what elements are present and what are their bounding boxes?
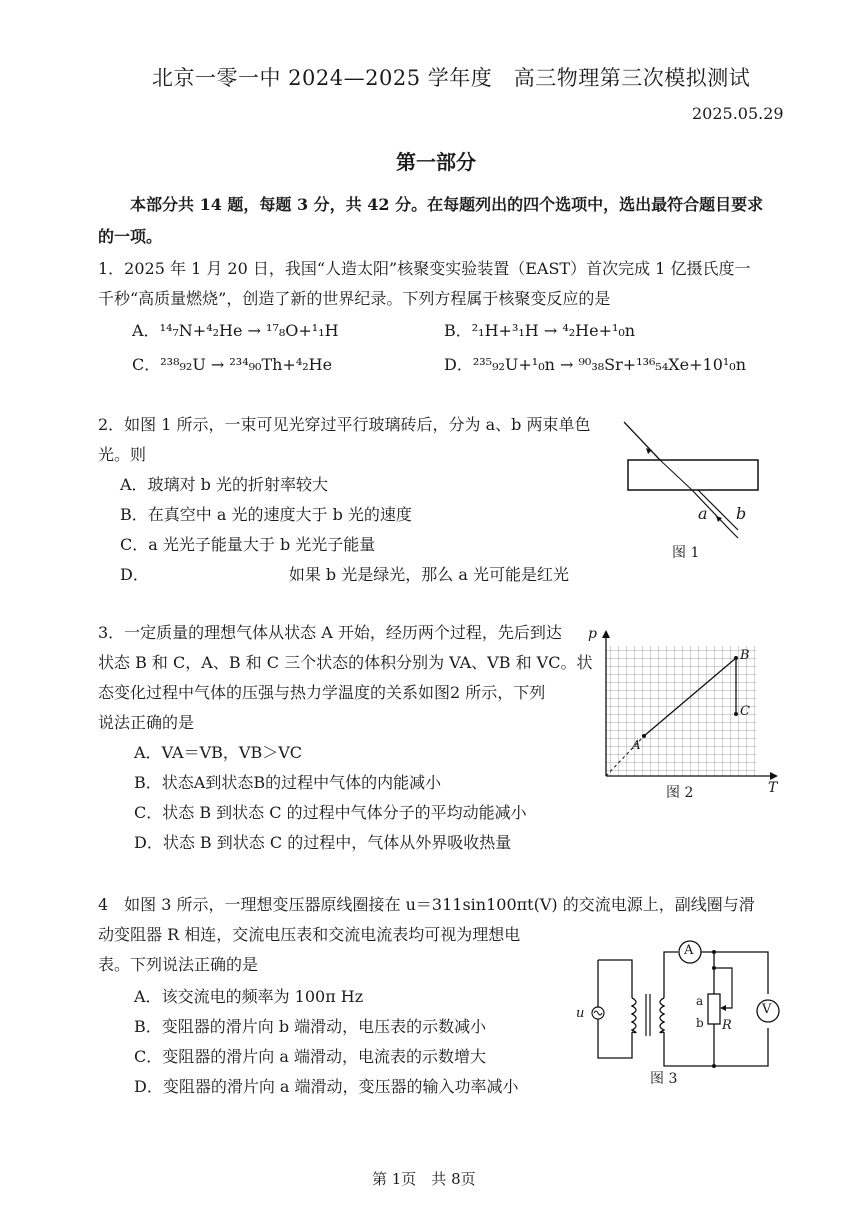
option-label: C． <box>134 1047 163 1066</box>
page-number: 第 1页 共 8页 <box>372 1170 476 1188</box>
q3-option-b[interactable] <box>134 770 441 793</box>
q1-stem-line1: 1．2025 年 1 月 20 日，我国“人造太阳”核聚变实验装置（EAST）首次完成 1 亿摄氏度一 <box>98 259 751 278</box>
q4-stem-line3: 表。下列说法正确的是 <box>98 955 259 974</box>
option-label: D． <box>120 565 149 584</box>
q2-option-a[interactable] <box>120 472 328 495</box>
figure-2-p-t-graph <box>586 626 786 806</box>
option-text: ²³⁵₉₂U+¹₀n → ⁹⁰₃₈Sr+¹³⁶₅₄Xe+10¹₀n <box>472 355 747 374</box>
option-text: 状态 B 到状态 C 的过程中，气体从外界吸收热量 <box>162 833 512 852</box>
q2-option-d[interactable] <box>120 562 569 585</box>
point-c-label: C <box>740 704 750 719</box>
q3-stem-line2: 状态 B 和 C，A、B 和 C 三个状态的体积分别为 VA、VB 和 VC。状 <box>98 653 593 672</box>
option-label: D． <box>134 833 163 852</box>
q4-option-a[interactable] <box>134 984 363 1007</box>
option-text: VA＝VB，VB＞VC <box>161 743 303 762</box>
option-text: ²₁H+³₁H → ⁴₂He+¹₀n <box>471 321 636 340</box>
option-text: 在真空中 a 光的速度大于 b 光的速度 <box>147 505 412 524</box>
option-label: B． <box>134 773 162 792</box>
q1-option-b[interactable] <box>444 318 635 341</box>
option-text: 该交流电的频率为 100π Hz <box>161 987 364 1006</box>
q2-option-b[interactable] <box>120 502 412 525</box>
q3-option-a[interactable] <box>134 740 302 763</box>
option-text: 变阻器的滑片向 a 端滑动，电流表的示数增大 <box>162 1047 486 1066</box>
section-title: 第一部分 <box>396 150 476 174</box>
section-intro-line2: 的一项。 <box>98 227 163 246</box>
option-text: 状态A到状态B的过程中气体的内能减小 <box>161 773 442 792</box>
q4-option-b[interactable] <box>134 1014 486 1037</box>
q3-option-d[interactable] <box>134 830 511 853</box>
q1-option-c[interactable] <box>132 352 332 375</box>
q4-option-c[interactable] <box>134 1044 486 1067</box>
q4-option-d[interactable] <box>134 1074 519 1097</box>
ray-a-label: a <box>698 504 708 523</box>
q2-stem-line2: 光。则 <box>98 445 147 464</box>
option-label: A． <box>134 987 162 1006</box>
figure-1-caption: 图 1 <box>672 545 700 561</box>
axis-t-label: T <box>768 780 778 796</box>
ammeter-label: A <box>684 943 694 958</box>
section-intro-line1: 本部分共 14 题，每题 3 分，共 42 分。在每题列出的四个选项中，选出最符合题目要求 <box>130 195 764 214</box>
q4-stem-line2: 动变阻器 R 相连，交流电压表和交流电流表均可视为理想电 <box>98 925 521 944</box>
source-u-label: u <box>576 1006 585 1021</box>
option-label: B． <box>120 505 148 524</box>
figure-1-glass-brick <box>612 412 772 582</box>
figure-3-transformer-circuit <box>568 938 782 1088</box>
rheostat-r-label: R <box>722 1018 732 1033</box>
exam-date: 2025.05.29 <box>692 104 784 123</box>
q3-stem-line3: 态变化过程中气体的压强与热力学温度的关系如图2 所示，下列 <box>98 683 546 702</box>
q2-option-c[interactable] <box>120 532 375 555</box>
option-label: D． <box>444 355 473 374</box>
rheostat-b-label: b <box>696 1016 704 1030</box>
q1-option-d[interactable] <box>444 352 746 375</box>
option-text: ²³⁸₉₂U → ²³⁴₉₀Th+⁴₂He <box>160 355 333 374</box>
option-text: 如果 b 光是绿光，那么 a 光可能是红光 <box>288 565 569 584</box>
q1-stem-line2: 千秒“高质量燃烧”，创造了新的世界纪录。下列方程属于核聚变反应的是 <box>98 289 611 308</box>
option-label: C． <box>134 803 163 822</box>
option-label: A． <box>132 321 160 340</box>
q3-option-c[interactable] <box>134 800 527 823</box>
rheostat-a-label: a <box>696 994 704 1008</box>
option-label: B． <box>444 321 472 340</box>
option-text: 玻璃对 b 光的折射率较大 <box>147 475 328 494</box>
option-text: a 光光子能量大于 b 光光子能量 <box>148 535 376 554</box>
q1-option-a[interactable] <box>132 318 339 341</box>
option-label: C． <box>120 535 149 554</box>
option-text: 变阻器的滑片向 a 端滑动，变压器的输入功率减小 <box>162 1077 519 1096</box>
figure-3-caption: 图 3 <box>650 1071 678 1087</box>
q2-stem-line1: 2．如图 1 所示，一束可见光穿过平行玻璃砖后，分为 a、b 两束单色 <box>98 415 591 434</box>
voltmeter-label: V <box>762 1002 772 1017</box>
exam-title: 北京一零一中 2024—2025 学年度 高三物理第三次模拟测试 <box>152 66 751 90</box>
option-label: A． <box>120 475 148 494</box>
ray-b-label: b <box>736 504 747 523</box>
q3-stem-line4: 说法正确的是 <box>98 713 195 732</box>
q3-stem-line1: 3．一定质量的理想气体从状态 A 开始，经历两个过程，先后到达 <box>98 623 562 642</box>
option-text: ¹⁴₇N+⁴₂He → ¹⁷₈O+¹₁H <box>159 321 339 340</box>
option-label: A． <box>134 743 162 762</box>
figure-2-caption: 图 2 <box>666 785 694 801</box>
option-label: B． <box>134 1017 162 1036</box>
point-a-label: A <box>632 738 641 752</box>
option-label: C． <box>132 355 161 374</box>
option-text: 变阻器的滑片向 b 端滑动，电压表的示数减小 <box>161 1017 487 1036</box>
axis-p-label: p <box>588 626 597 642</box>
q4-stem-line1: 4 如图 3 所示，一理想变压器原线圈接在 u＝311sin100πt(V) 的交流电源上，副线圈与滑 <box>98 895 755 914</box>
option-label: D． <box>134 1077 163 1096</box>
option-text: 状态 B 到状态 C 的过程中气体分子的平均动能减小 <box>162 803 527 822</box>
point-b-label: B <box>740 648 750 663</box>
